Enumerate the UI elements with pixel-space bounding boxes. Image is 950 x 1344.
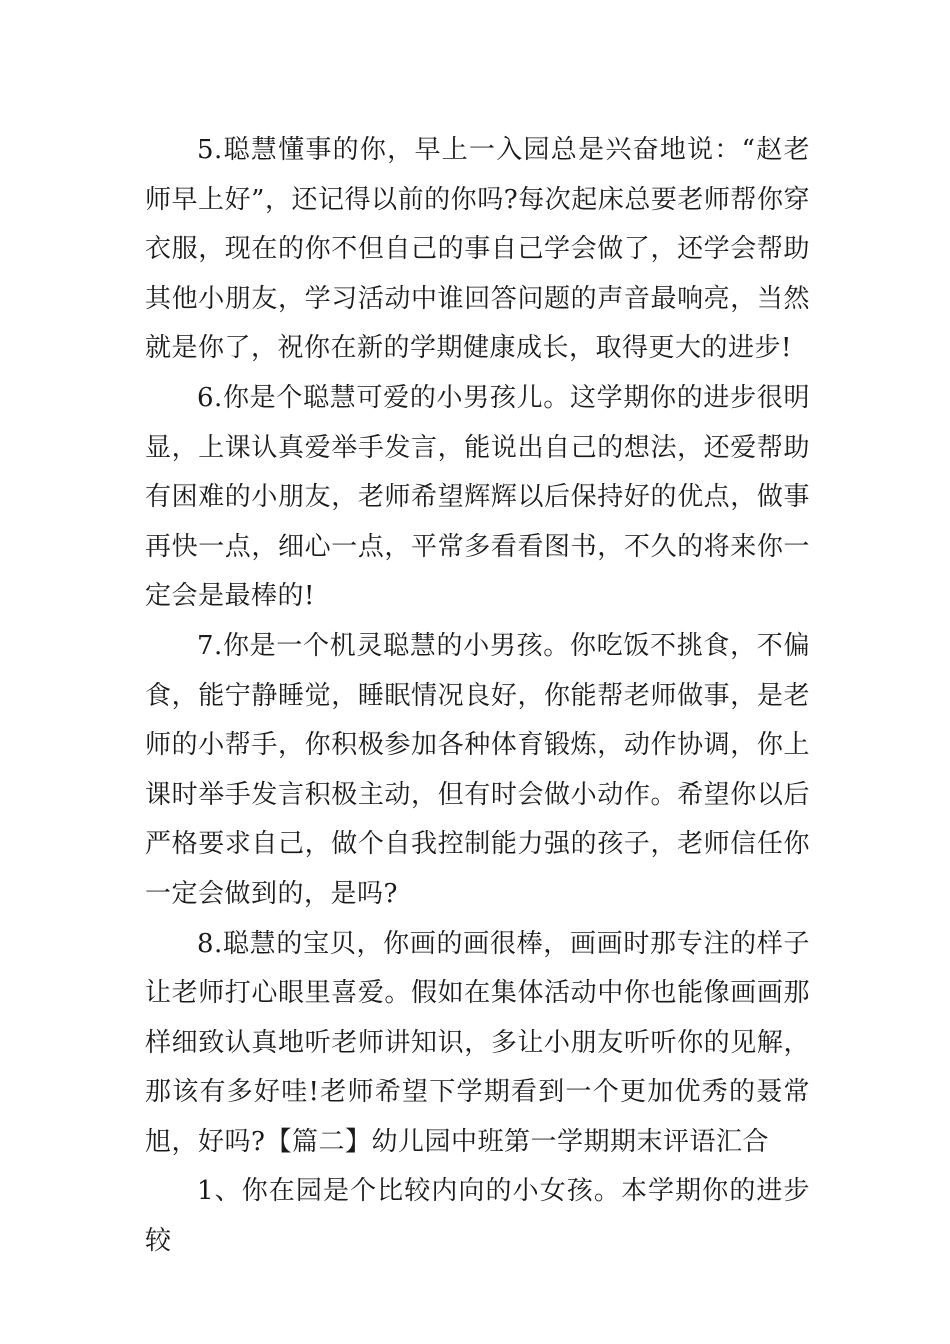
- paragraph-comment-6: 6.你是个聪慧可爱的小男孩儿。这学期你的进步很明显，上课认真爱举手发言，能说出自己的想法，还爱帮助有困难的小朋友，老师希望辉辉以后保持好的优点，做事再快一点，细心一点，平常多看看图书，不久的将来你一定会是最棒的!: [145, 382, 810, 612]
- paragraph-comment-5: 5.聪慧懂事的你，早上一入园总是兴奋地说：“赵老师早上好”，还记得以前的你吗?每次起床总要老师帮你穿衣服，现在的你不但自己的事自己学会做了，还学会帮助其他小朋友，学习活动中谁回答问题的声音最响亮，当然就是你了，祝你在新的学期健康成长，取得更大的进步!: [145, 135, 810, 364]
- document-body: [145, 126, 810, 1267]
- paragraph-comment-8: 8.聪慧的宝贝，你画的画很棒，画画时那专注的样子让老师打心眼里喜爱。假如在集体活动中你也能像画画那样细致认真地听老师讲知识，多让小朋友听听你的见解，那该有多好哇!老师希望下学期看到一个更加优秀的聂常旭，好吗?【篇二】幼儿园中班第一学期期末评语汇合: [145, 928, 810, 1157]
- paragraph-comment-7: 7.你是一个机灵聪慧的小男孩。你吃饭不挑食，不偏食，能宁静睡觉，睡眠情况良好，你能帮老师做事，是老师的小帮手，你积极参加各种体育锻炼，动作协调，你上课时举手发言积极主动，但有时会做小动作。希望你以后严格要求自己，做个自我控制能力强的孩子，老师信任你一定会做到的，是吗?: [145, 630, 810, 909]
- paragraph-section-two-1: 1、你在园是个比较内向的小女孩。本学期你的进步较: [145, 1176, 810, 1257]
